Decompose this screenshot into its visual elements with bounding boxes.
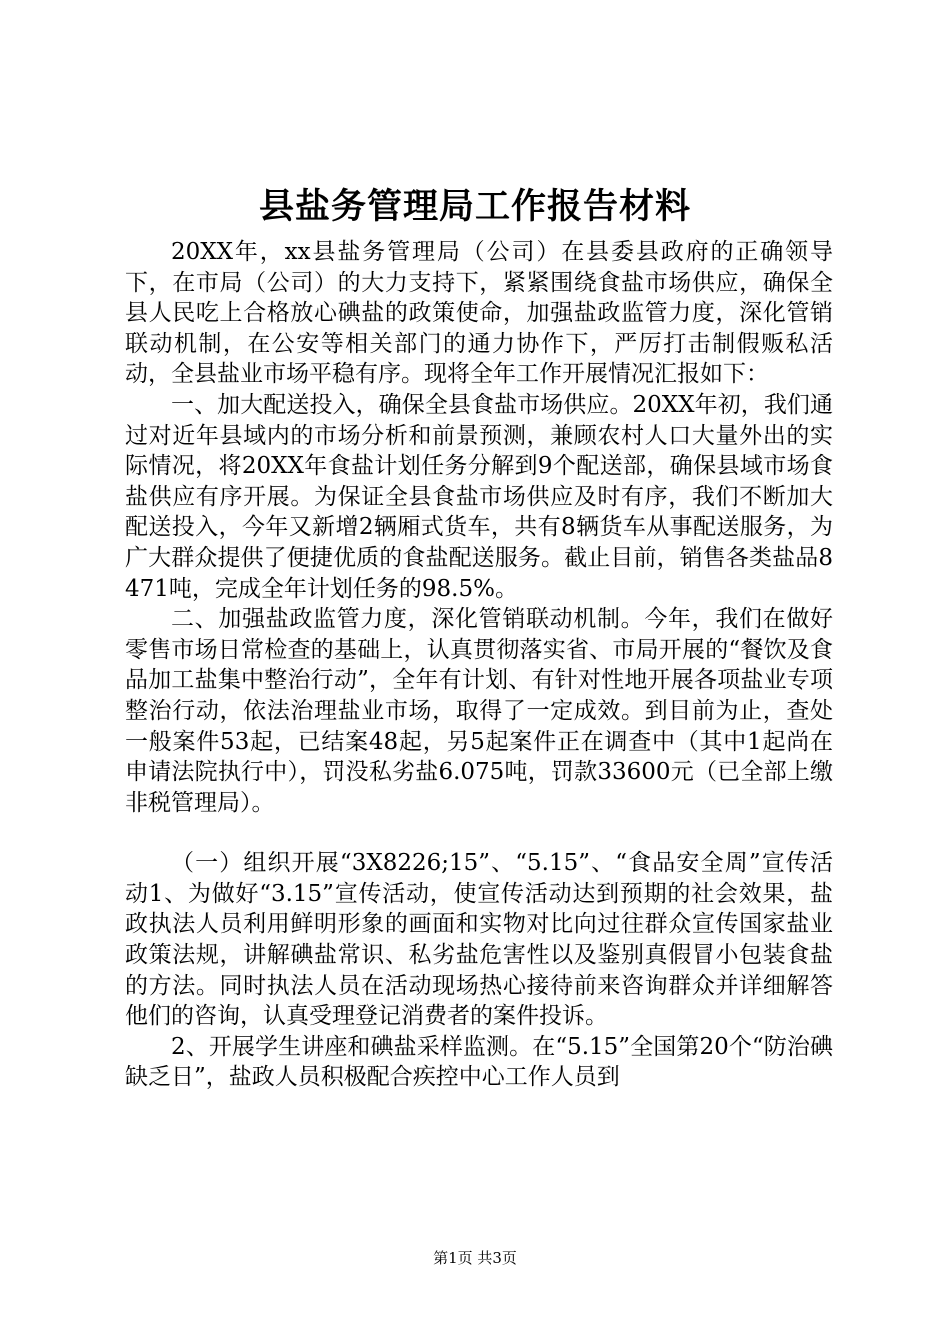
- document-title: 县盐务管理局工作报告材料: [258, 186, 691, 227]
- paragraph-intro: 20XX年，xx县盐务管理局（公司）在县委县政府的正确领导下，在市局（公司）的大力支持下，紧紧围绕食盐市场供应，确保全县人民吃上合格放心碘盐的政策使命，加强盐政监管力度，深化管销联动机制，在公安等相关部门的通力协作下，严厉打击制假贩私活动，全县盐业市场平稳有序。现将全年工作开展情况汇报如下：: [125, 239, 833, 388]
- paragraph-subsection-2: 2、开展学生讲座和碘盐采样监测。在“5.15”全国第20个“防治碘缺乏日”，盐政人员积极配合疾控中心工作人员到: [125, 1033, 833, 1091]
- paragraph-spacer: [125, 818, 833, 848]
- paragraph-subsection-1: （一）组织开展“3X8226;15”、“5.15”、“食品安全周”宣传活动1、为做好“3.15”宣传活动，使宣传活动达到预期的社会效果，盐政执法人员利用鲜明形象的画面和实物对比向过往群众宣传国家盐业政策法规，讲解碘盐常识、私劣盐危害性以及鉴别真假冒小包装食盐的方法。同时执法人员在活动现场热心接待前来咨询群众并详细解答他们的咨询，认真受理登记消费者的案件投诉。: [125, 850, 833, 1030]
- document-body: [125, 237, 833, 1093]
- paragraph-section-1: 一、加大配送投入，确保全县食盐市场供应。20XX年初，我们通过对近年县域内的市场分析和前景预测，兼顾农村人口大量外出的实际情况，将20XX年食盐计划任务分解到9个配送部，确保县域市场食盐供应有序开展。为保证全县食盐市场供应及时有序，我们不断加大配送投入，今年又新增2辆厢式货车，共有8辆货车从事配送服务，为广大群众提供了便捷优质的食盐配送服务。截止目前，销售各类盐品8471吨，完成全年计划任务的98.5%。: [125, 391, 833, 602]
- page-number: 第1页 共3页: [433, 1249, 517, 1267]
- paragraph-section-2: 二、加强盐政监管力度，深化管销联动机制。今年，我们在做好零售市场日常检查的基础上，认真贯彻落实省、市局开展的“餐饮及食品加工盐集中整治行动”，全年有计划、有针对性地开展各项盐业专项整治行动，依法治理盐业市场，取得了一定成效。到目前为止，查处一般案件53起，已结案48起，另5起案件正在调查中（其中1起尚在申请法院执行中），罚没私劣盐6.075吨，罚款33600元（已全部上缴非税管理局）。: [125, 606, 833, 816]
